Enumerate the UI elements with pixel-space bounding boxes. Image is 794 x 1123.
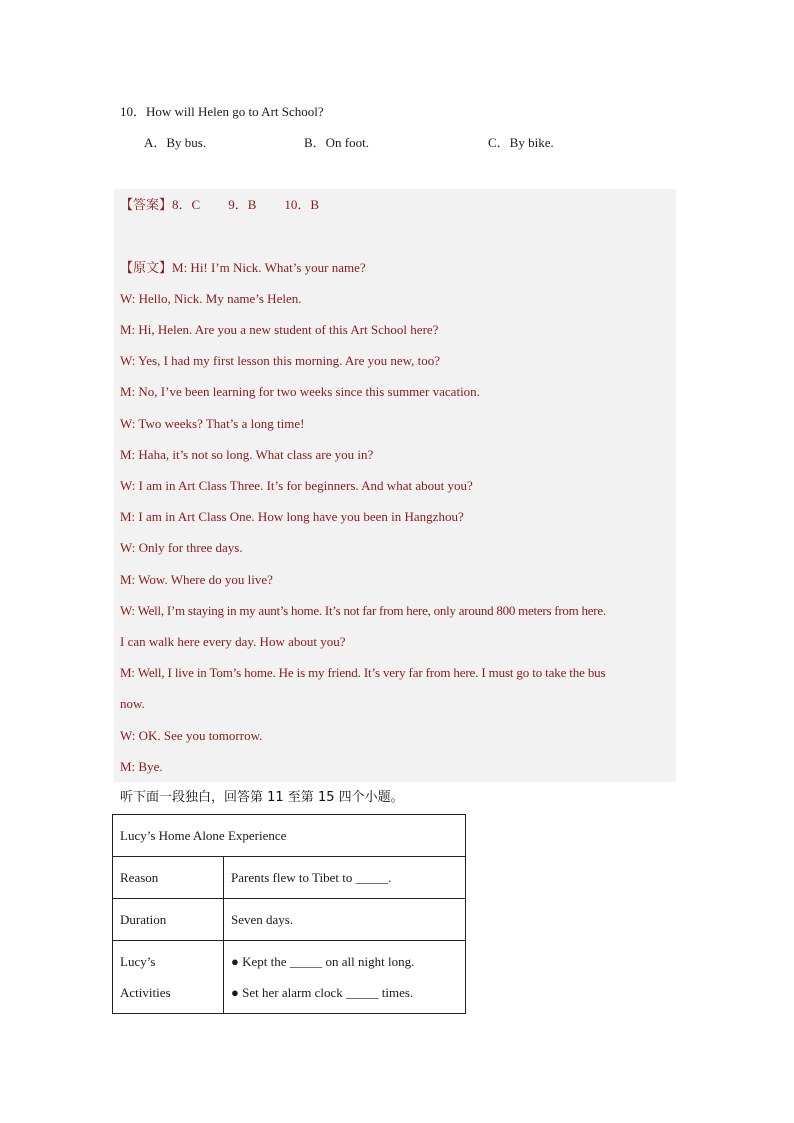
answer-key-lead: 【答案】 — [120, 197, 173, 212]
transcript-line: M: I am in Art Class One. How long have you been in Hangzhou? — [120, 509, 464, 524]
answer-key-9: 9．B — [228, 197, 257, 212]
transcript-line: I can walk here every day. How about you? — [120, 634, 346, 649]
transcript-line: W: Two weeks? That’s a long time! — [120, 416, 305, 431]
transcript-line: M: Hi, Helen. Are you a new student of this Art School here? — [120, 322, 439, 337]
transcript-line: M: Well, I live in Tom’s home. He is my friend. It’s very far from here. I must go to take the bus — [120, 665, 606, 680]
table-label-activities — [113, 941, 224, 1014]
option-a: A．By bus. — [144, 135, 207, 150]
transcript-line: W: Well, I’m staying in my aunt’s home. It’s not far from here, only around 800 meters from here. — [120, 603, 606, 618]
table-row — [113, 815, 466, 857]
answer-key-line — [120, 196, 319, 214]
option-c: C．By bike. — [488, 135, 554, 150]
table-row — [113, 899, 466, 941]
table-row — [113, 857, 466, 899]
answer-key-8: 8．C — [172, 197, 201, 212]
table-row — [113, 941, 466, 1014]
transcript-line: M: No, I’ve been learning for two weeks since this summer vacation. — [120, 384, 480, 399]
table-label-reason: Reason — [113, 857, 224, 899]
question-10-options — [0, 134, 794, 152]
lucy-experience-table — [112, 814, 466, 1014]
transcript-line: W: Only for three days. — [120, 540, 243, 555]
section-instruction: 听下面一段独白，回答第 11 至第 15 四个小题。 — [120, 790, 404, 805]
answer-key-10: 10．B — [284, 197, 320, 212]
transcript-line: W: I am in Art Class Three. It’s for beginners. And what about you? — [120, 478, 473, 493]
question-10: 10．How will Helen go to Art School? — [120, 104, 324, 119]
transcript-line: M: Haha, it’s not so long. What class are you in? — [120, 447, 374, 462]
activities-label-line1: Lucy’s — [120, 954, 156, 969]
activities-label-line2: Activities — [120, 985, 171, 1000]
table-value-activities — [224, 941, 466, 1014]
transcript-line: M: Bye. — [120, 759, 163, 774]
transcript-line: W: OK. See you tomorrow. — [120, 728, 263, 743]
transcript-line: W: Yes, I had my first lesson this morning. Are you new, too? — [120, 353, 441, 368]
transcript-lead: 【原文】 — [120, 260, 173, 275]
activity-item: ● Set her alarm clock _____ times. — [231, 985, 414, 1000]
table-value-reason: Parents flew to Tibet to _____. — [224, 857, 466, 899]
transcript-line: M: Wow. Where do you live? — [120, 572, 273, 587]
table-value-duration: Seven days. — [224, 899, 466, 941]
table-label-duration: Duration — [113, 899, 224, 941]
transcript-text: M: Hi! I’m Nick. What’s your name? — [172, 260, 366, 275]
table-title: Lucy’s Home Alone Experience — [113, 815, 466, 857]
transcript-line: now. — [120, 696, 145, 711]
option-b: B．On foot. — [304, 135, 370, 150]
transcript-line: W: Hello, Nick. My name’s Helen. — [120, 291, 302, 306]
transcript-line — [120, 259, 366, 277]
activity-item: ● Kept the _____ on all night long. — [231, 954, 415, 969]
